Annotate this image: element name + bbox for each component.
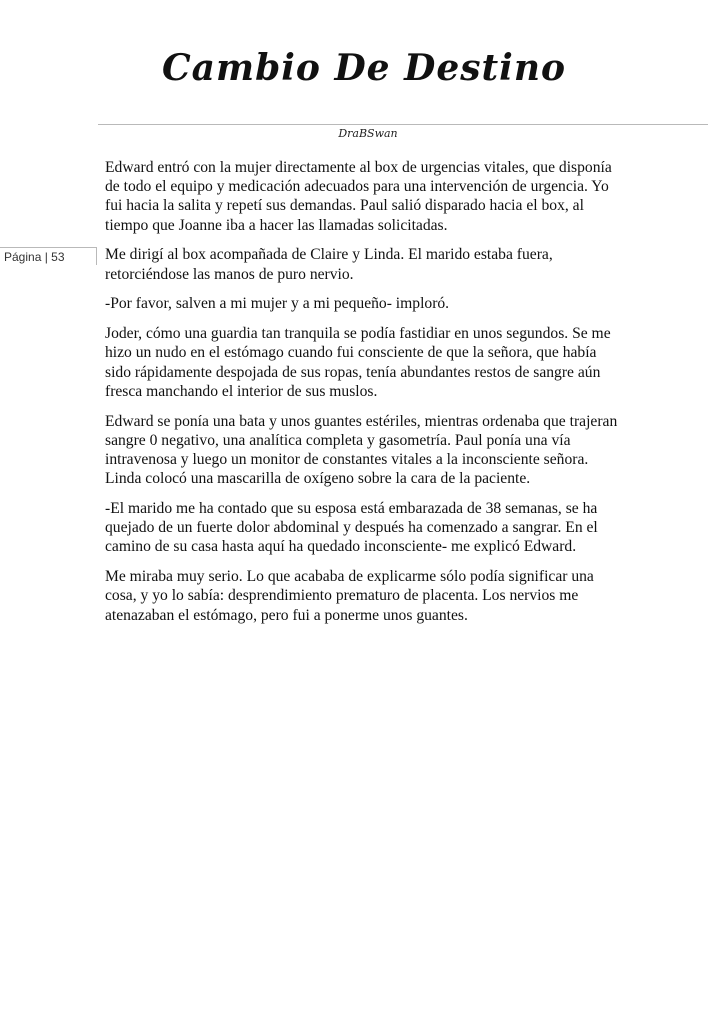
page-title: Cambio De Destino xyxy=(162,47,566,89)
document-body xyxy=(105,158,625,635)
paragraph: Me miraba muy serio. Lo que acababa de explicarme sólo podía significar una cosa, y yo lo sabía: desprendimiento prematuro de placenta. Los nervios me atenazaban el estómago, pero fui a ponerme unos guantes. xyxy=(105,568,594,624)
page-number-divider xyxy=(96,247,97,265)
paragraph: Joder, cómo una guardia tan tranquila se podía fastidiar en unos segundos. Se me hizo un nudo en el estómago cuando fui consciente de que la señora, que había sido rápidamente despojada de sus ropas, tenía abundantes restos de sangre aún fresca manchando el interior de sus muslos. xyxy=(105,325,611,400)
header-rule xyxy=(98,124,708,125)
paragraph: -El marido me ha contado que su esposa está embarazada de 38 semanas, se ha quejado de un fuerte dolor abdominal y después ha comenzado a sangrar. En el camino de su casa hasta aquí ha quedado inconsciente- me explicó Edward. xyxy=(105,500,598,556)
paragraph: Edward entró con la mujer directamente al box de urgencias vitales, que disponía de todo el equipo y medicación adecuados para una intervención de urgencia. Yo fui hacia la salita y repetí sus demandas. Paul salió disparado hacia el box, al tiempo que Joanne iba a hacer las llamadas solicitadas. xyxy=(105,159,612,234)
paragraph: Me dirigí al box acompañada de Claire y Linda. El marido estaba fuera, retorciéndose las manos de puro nervio. xyxy=(105,246,553,283)
page-number-rule xyxy=(0,247,96,248)
paragraph: -Por favor, salven a mi mujer y a mi pequeño- imploró. xyxy=(105,295,450,313)
paragraph: Edward se ponía una bata y unos guantes estériles, mientras ordenaba que trajeran sangre 0 negativo, una analítica completa y gasometría. Paul ponía una vía intravenosa y luego un monitor de constantes vitales a la inconsciente señora. Linda colocó una mascarilla de oxígeno sobre la cara de la paciente. xyxy=(105,412,618,488)
page-number: Página | 53 xyxy=(4,250,65,264)
page-author: DraBSwan xyxy=(338,127,398,140)
